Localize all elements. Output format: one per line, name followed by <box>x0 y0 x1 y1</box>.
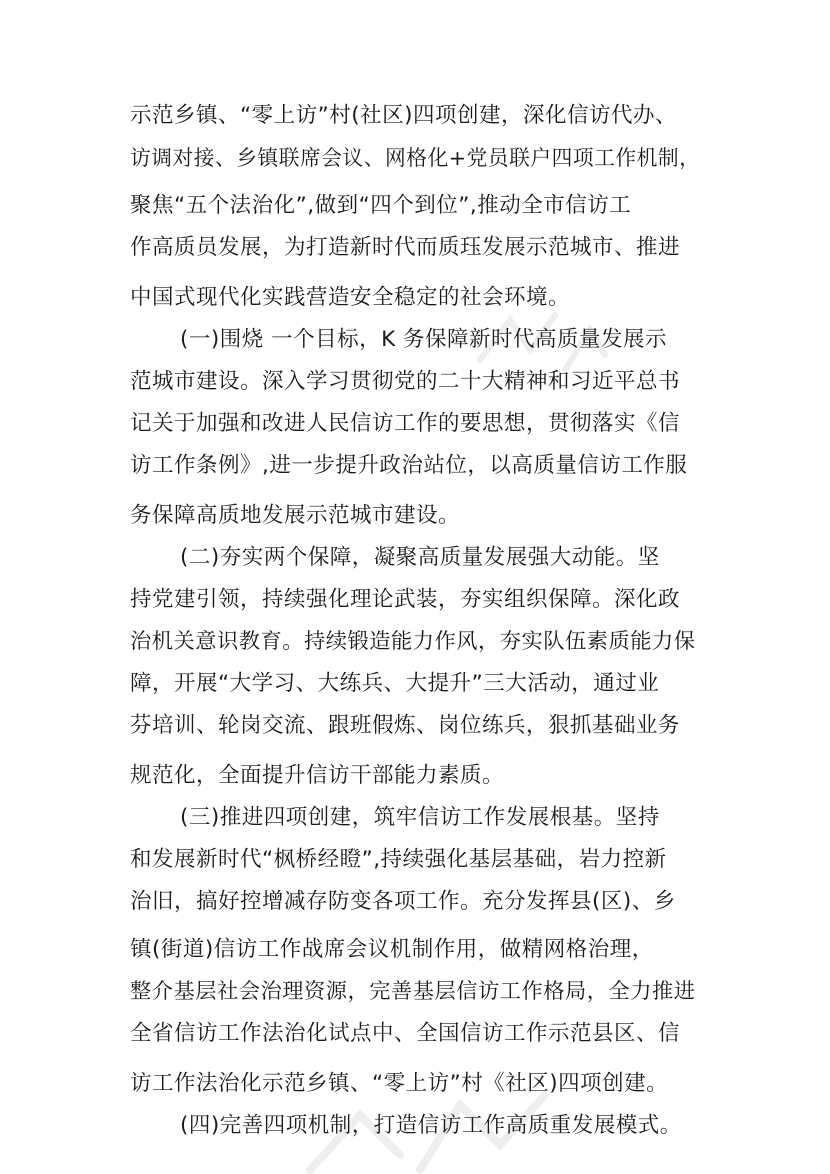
text-line: 整介基层社会治理资源，完善基层信访工作格局，全力推进 <box>130 979 696 1004</box>
text-line: 务保障高质地发展示范城市建设。 <box>130 503 461 528</box>
paragraph-heading-4: (四)完善四项机制，打造信访工作高质重发展模式。 <box>180 1113 682 1138</box>
text-line: 镇(街道)信访工作战席会议机制作用，做精网格治理， <box>130 937 654 962</box>
paragraph-heading-1: (一)围烧 一个目标，K 务保障新时代高质量发展示 <box>180 327 668 352</box>
text-line: 障，开展“大学习、大练兵、大提升”三大活动，通过业 <box>130 671 660 696</box>
text-line: 芬培训、轮岗交流、跟班假炼、岗位练兵，狠抓基础业务 <box>130 713 681 738</box>
text-line: 持党建引领，持续强化理论武装，夯实组织保障。深化政 <box>130 587 681 612</box>
text-line: 全省信访工作法治化试点中、全国信访工作示范县区、信 <box>130 1021 681 1046</box>
text-line: 访工作条例》,进一步提升政治站位，以高质量信访工作服 <box>130 453 688 478</box>
paragraph-heading-2: (二)夯实两个保障，凝聚高质量发展强大动能。坚 <box>180 545 660 570</box>
text-line: 治旧，搞好控增减存防变各项工作。充分发挥县(区)、乡 <box>130 889 676 914</box>
text-line: 规范化，全面提升信访干部能力素质。 <box>130 763 505 788</box>
text-line: 中国式现代化实践营造安全稳定的社会环境。 <box>130 285 571 310</box>
text-line: 访工作法治化示范乡镇、“零上访”村《社区)四项创建。 <box>130 1071 669 1096</box>
text-line: 访调对接、乡镇联席会议、网格化+党员联户四项工作机制， <box>130 146 701 170</box>
text-line: 作高质员发展，为打造新时代而质珏发展示范城市、推进 <box>130 235 681 260</box>
text-line: 记关于加强和改进人民信访工作的要思想，贯彻落实《信 <box>130 411 681 436</box>
text-line: 治机关意识教育。持续锻造能力作风，夯实队伍素质能力保 <box>130 629 696 654</box>
text-line: 聚焦“五个法治化”,做到“四个到位”,推动全市信访工 <box>130 193 632 218</box>
paragraph-heading-3: (三)推进四项创建，筑牢信访工作发展根基。坚持 <box>180 805 660 830</box>
text-line: 范城市建设。深入学习贯彻党的二十大精神和习近平总书 <box>130 369 681 394</box>
text-line: 和发展新时代“枫桥经瞪”,持续强化基层基础，岩力控新 <box>130 847 667 872</box>
text-line: 示范乡镇、“零上访”村(社区)四项创建，深化信访代办、 <box>130 103 678 128</box>
